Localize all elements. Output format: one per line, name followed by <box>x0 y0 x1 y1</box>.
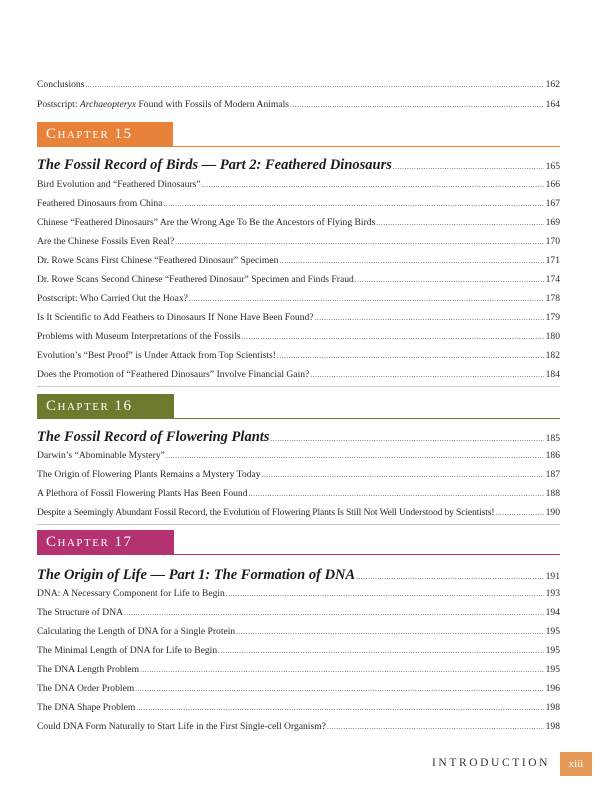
entry-page: 179 <box>545 312 560 323</box>
entry-title: DNA: A Necessary Component for Life to Begin <box>37 588 225 599</box>
dot-leader <box>202 178 544 192</box>
entry-title: Are the Chinese Fossils Even Real? <box>37 236 175 247</box>
entry-page: 193 <box>545 588 560 599</box>
entry-title: Could DNA Form Naturally to Start Life in the First Single-cell Organism? <box>37 721 326 732</box>
entry-title: Calculating the Length of DNA for a Single Protein <box>37 626 236 637</box>
toc-entry <box>37 311 560 325</box>
dot-leader <box>85 78 543 92</box>
entry-title: Bird Evolution and “Feathered Dinosaurs” <box>37 179 201 190</box>
chapter-title-page: 185 <box>545 433 560 444</box>
dot-leader <box>249 487 544 501</box>
toc-entry <box>37 644 560 658</box>
chapter-heading: Chapter 17 <box>37 530 174 555</box>
entry-title: Is It Scientific to Add Feathers to Dinosaurs If None Have Been Found? <box>37 312 314 323</box>
toc-entry <box>37 349 560 363</box>
entry-title-suffix: Found with Fossils of Modern Animals <box>136 99 290 110</box>
entry-page: 182 <box>545 350 560 361</box>
dot-leader <box>277 349 544 363</box>
chapter-title-entry <box>37 565 560 585</box>
entry-title: The Minimal Length of DNA for Life to Begin <box>37 645 218 656</box>
dot-leader <box>175 235 543 249</box>
dot-leader <box>140 663 544 677</box>
dot-leader <box>310 368 543 382</box>
entry-page: 169 <box>545 217 560 228</box>
chapter-rule <box>174 554 560 555</box>
toc-entry <box>37 720 560 734</box>
entry-title: The DNA Shape Problem <box>37 702 136 713</box>
chapter-title-page: 165 <box>545 161 560 172</box>
entry-title: Conclusions <box>37 79 85 90</box>
toc-entry <box>37 449 560 463</box>
toc-entry <box>37 78 560 92</box>
dot-leader <box>189 292 544 306</box>
entry-page: 195 <box>545 664 560 675</box>
entry-page: 187 <box>545 469 560 480</box>
dot-leader <box>226 587 544 601</box>
entry-title: A Plethora of Fossil Flowering Plants Has Been Found <box>37 488 248 499</box>
dot-leader <box>218 644 543 658</box>
running-footer-section: INTRODUCTION <box>432 757 551 769</box>
entry-page: 188 <box>545 488 560 499</box>
toc-entry <box>37 606 560 620</box>
chapter-title: The Origin of Life — Part 1: The Formation of DNA <box>37 567 356 583</box>
dot-leader <box>393 157 544 177</box>
entry-page: 162 <box>545 79 560 90</box>
dot-leader <box>290 98 544 112</box>
toc-entry <box>37 273 560 287</box>
toc-entry <box>37 368 560 382</box>
toc-entry <box>37 292 560 306</box>
entry-page: 180 <box>545 331 560 342</box>
entry-page: 196 <box>545 683 560 694</box>
toc-entry <box>37 98 560 112</box>
dot-leader <box>376 216 543 230</box>
dot-leader <box>279 254 543 268</box>
dot-leader <box>242 330 544 344</box>
toc-entry <box>37 625 560 639</box>
dot-leader <box>315 311 544 325</box>
entry-page: 167 <box>545 198 560 209</box>
entry-title: Evolution’s “Best Proof” is Under Attack from Top Scientists! <box>37 350 276 361</box>
entry-title: The DNA Length Problem <box>37 664 140 675</box>
chapter-rule <box>173 146 560 147</box>
dot-leader <box>124 606 544 620</box>
entry-title-prefix: Postscript: <box>37 99 80 110</box>
entry-page: 195 <box>545 645 560 656</box>
page-number-badge: xiii <box>560 752 592 776</box>
toc-entry <box>37 663 560 677</box>
toc-entry <box>37 197 560 211</box>
dot-leader <box>355 273 544 287</box>
section-divider <box>37 524 560 525</box>
toc-entry <box>37 178 560 192</box>
entry-title: Feathered Dinosaurs from China <box>37 198 163 209</box>
entry-page: 170 <box>545 236 560 247</box>
chapter-rule <box>174 418 560 419</box>
entry-page: 198 <box>545 721 560 732</box>
toc-entry <box>37 235 560 249</box>
entry-title: Postscript: Who Carried Out the Hoax? <box>37 293 188 304</box>
dot-leader <box>270 429 543 449</box>
entry-page: 166 <box>545 179 560 190</box>
dot-leader <box>495 506 543 520</box>
chapter-title-entry <box>37 155 560 175</box>
entry-page: 198 <box>545 702 560 713</box>
toc-entry <box>37 254 560 268</box>
toc-entry <box>37 682 560 696</box>
entry-page: 184 <box>545 369 560 380</box>
chapter-title: The Fossil Record of Flowering Plants <box>37 429 270 445</box>
dot-leader <box>136 701 543 715</box>
entry-title-italic: Archaeopteryx <box>79 99 137 110</box>
toc-entry <box>37 216 560 230</box>
entry-title: Chinese “Feathered Dinosaurs” Are the Wrong Age To Be the Ancestors of Flying Birds <box>37 217 376 228</box>
chapter-title-entry <box>37 427 560 447</box>
chapter-title-page: 191 <box>545 571 560 582</box>
entry-title: Problems with Museum Interpretations of the Fossils <box>37 331 241 342</box>
toc-entry <box>37 487 560 501</box>
entry-page: 186 <box>545 450 560 461</box>
entry-title: Dr. Rowe Scans Second Chinese “Feathered Dinosaur” Specimen and Finds Fraud <box>37 274 354 285</box>
toc-entry <box>37 701 560 715</box>
entry-page: 178 <box>545 293 560 304</box>
dot-leader <box>135 682 543 696</box>
entry-title: Darwin’s “Abominable Mystery” <box>37 450 165 461</box>
dot-leader <box>262 468 544 482</box>
toc-entry <box>37 330 560 344</box>
entry-page: 194 <box>545 607 560 618</box>
entry-title <box>37 98 289 112</box>
chapter-title: The Fossil Record of Birds — Part 2: Feathered Dinosaurs <box>37 157 392 173</box>
entry-page: 171 <box>545 255 560 266</box>
dot-leader <box>356 567 543 587</box>
entry-title: The Origin of Flowering Plants Remains a Mystery Today <box>37 469 261 480</box>
dot-leader <box>236 625 543 639</box>
entry-page: 195 <box>545 626 560 637</box>
entry-page: 164 <box>545 99 560 110</box>
toc-entry <box>37 468 560 482</box>
chapter-heading: Chapter 15 <box>37 122 173 147</box>
dot-leader <box>166 449 544 463</box>
entry-title: The Structure of DNA <box>37 607 124 618</box>
entry-title: Despite a Seemingly Abundant Fossil Record, the Evolution of Flowering Plants Is Still Not Well Understood by Scientists! <box>37 507 495 518</box>
toc-entry <box>37 587 560 601</box>
chapter-heading: Chapter 16 <box>37 394 174 419</box>
entry-title: The DNA Order Problem <box>37 683 135 694</box>
entry-title: Dr. Rowe Scans First Chinese “Feathered Dinosaur” Specimen <box>37 255 279 266</box>
dot-leader <box>164 197 544 211</box>
dot-leader <box>327 720 544 734</box>
entry-page: 174 <box>545 274 560 285</box>
entry-title: Does the Promotion of “Feathered Dinosaurs” Involve Financial Gain? <box>37 369 310 380</box>
toc-entry <box>37 506 560 520</box>
entry-page: 190 <box>545 507 560 518</box>
section-divider <box>37 386 560 387</box>
